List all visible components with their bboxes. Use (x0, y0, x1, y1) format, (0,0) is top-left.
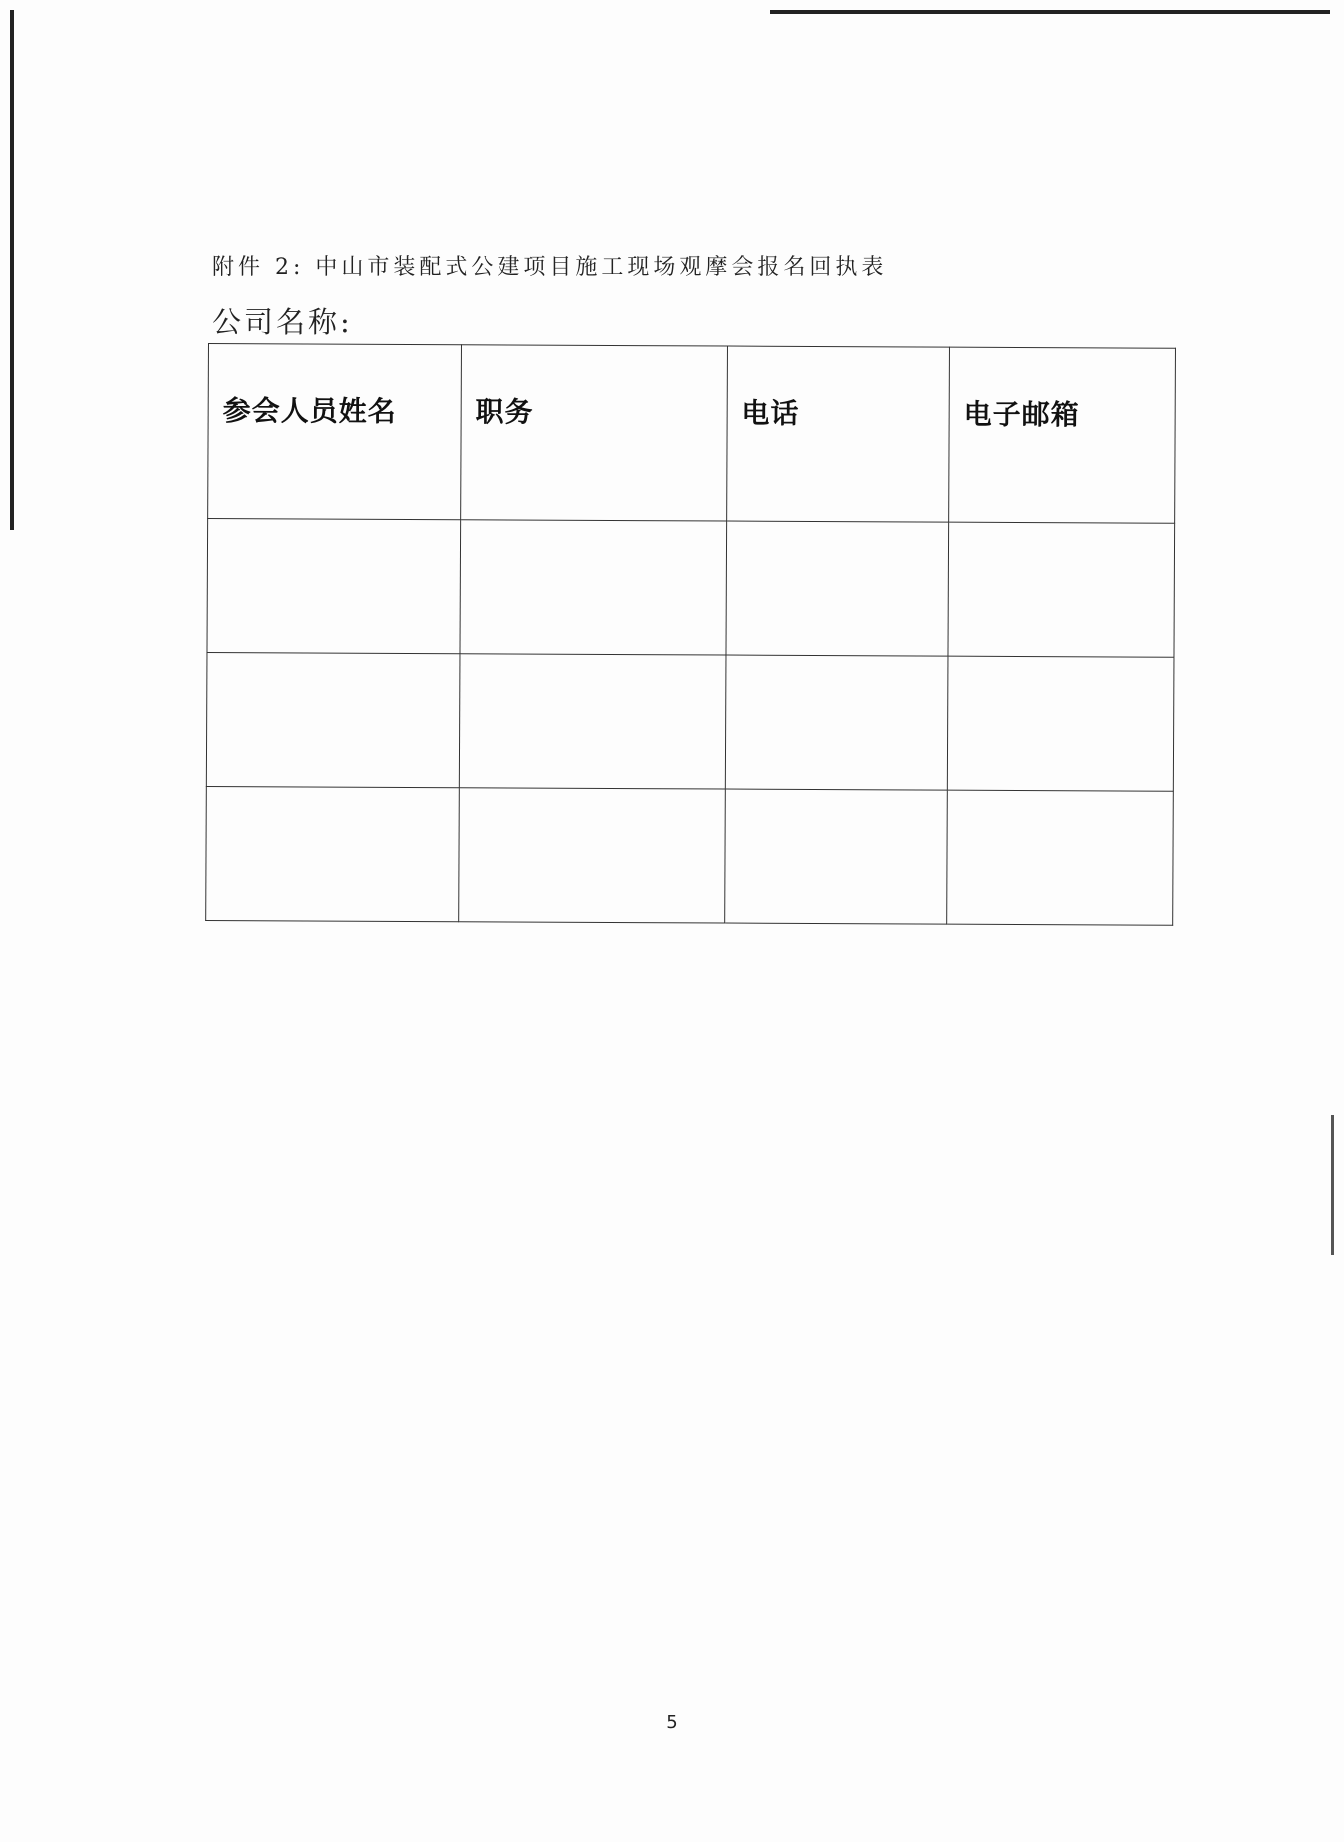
header-position: 职务 (461, 345, 728, 521)
table-cell-name[interactable] (206, 652, 460, 787)
table-row (206, 786, 1174, 925)
header-attendee-name: 参会人员姓名 (208, 344, 462, 520)
table-cell-phone[interactable] (724, 789, 947, 924)
table-cell-name[interactable] (206, 786, 460, 921)
company-name-label: 公司名称: (212, 305, 353, 339)
table-cell-phone[interactable] (726, 521, 949, 656)
table-cell-email[interactable] (947, 790, 1174, 925)
header-email: 电子邮箱 (949, 347, 1176, 523)
table-header-row (208, 344, 1176, 524)
scan-border-left (10, 10, 14, 530)
table-cell-position[interactable] (459, 654, 726, 789)
table-cell-phone[interactable] (725, 655, 948, 790)
table-row (206, 652, 1174, 791)
table-cell-position[interactable] (459, 788, 726, 923)
table-cell-email[interactable] (947, 656, 1174, 791)
table-row (207, 519, 1175, 658)
attachment-title: 附件 2: 中山市装配式公建项目施工现场观摩会报名回执表 (212, 255, 888, 280)
table-cell-position[interactable] (460, 520, 727, 655)
header-phone: 电话 (726, 346, 949, 522)
table-cell-name[interactable] (207, 519, 461, 654)
scan-border-right (1331, 1115, 1334, 1255)
page-number: 5 (666, 1712, 678, 1733)
table-cell-email[interactable] (948, 522, 1175, 657)
registration-table (205, 343, 1176, 926)
scan-border-top (770, 10, 1330, 14)
